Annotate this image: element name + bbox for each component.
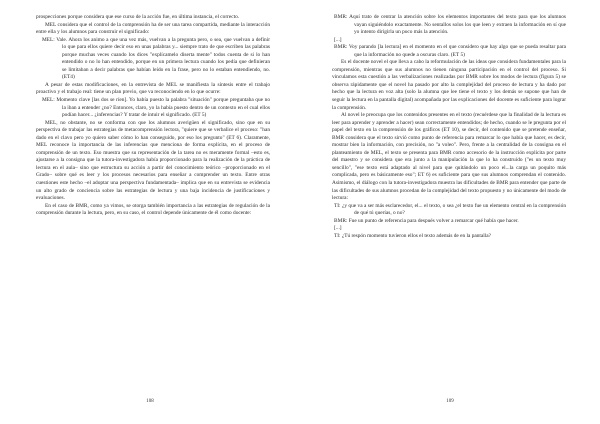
paragraph: MEL considera que el control de la comprensión ha de ser una tarea compartida, mediante la interacción entre ella y los alumnos para construir el significado: (36, 21, 270, 36)
paragraph: En el caso de BMR, como ya vimos, se otorga también importancia a las estrategias de regulación de la comprensión durante la lectura, pero, en su caso, el control depende únicamente de él como docente: (36, 202, 270, 217)
page-number: 108 (146, 399, 154, 404)
block-quote-ellipsis: [...] (334, 225, 342, 232)
block-quote: BMR: Voy parando [la lectura] en el momento en el que considero que hay algo que se pueda resaltar para que la información no quede a oscuras claro. (ET 5) (334, 44, 566, 58)
block-quote: MEL: Vale. Ahora los animo a que una vez más, vuelvan a la pregunta pero, o sea, que vuelvan a definir lo que para ellos quiere decir eso en unas palabras y... siempre trato de que escriben las palabras porque muchas veces cuando los dices "explícamelo diserta mente" todos cuenta de si lo han entendido o no lo han entendido, porque en un primera lectura cuando los pedía que definieran se limitaban a decir palabras que habían leído en la frase, pero no lo estaban entendiendo, no. (ET4) (42, 36, 270, 81)
right-page-text (332, 14, 566, 240)
paragraph: Es el docente novel el que lleva a cabo la reformulación de las ideas que considera fundamentales para la comprensión, mientras que sus alumnos no tienen ninguna participación en el control del proceso. Si vinculamos esta cuestión a las verbalizaciones realizadas por BMR sobre los modos de lectura (figura 5) se observa rápidamente que el novel ha pasado por alto la complejidad del proceso de lectura y ha dado por hecho que la lectura en voz alta (solo la alumna que lee tiene el texto y los demás se supone que han de seguir la lectura en la pantalla digital) acompañada por las explicaciones del docente es suficiente para lograr la comprensión. (332, 59, 566, 111)
block-quote: TI: ¿y que va a ser más esclarecedor, el... el texto, o sea ¿el texto fue un elemento central en la comprensión de qué tú querías, o no? (334, 202, 566, 217)
block-quote-ellipsis: [...] (334, 36, 342, 43)
paragraph: Al novel le preocupa que los contenidos presentes en el texto (recuérdese que la finalidad de la lectura es leer para aprender y aprender a hacer) sean correctamente entendidos; de hecho, cuando se le pregunta por el papel del texto en la comprensión de los gráficos (ET 10), se decir, del contenido que se pretende enseñar, BMR considera que el texto sirvió como punto de referencia para remarcar lo que había que hacer, es decir, mostrar bien la información, con precisión, no "a voleo". Pero, frente a la centralidad de la consigna en el planteamiento de MEL, el texto se presenta para BMR como accesorio de la instrucción explícita por parte del maestro y se considera que era junto a la manipulación la que lo ha construido ("es un texto muy sencillo", "ese texto está adaptado al nivel para que quitándolo un poco el...la carga un poquito más complicada, pero es básicamente eso"; ET 6) es suficiente para que sus alumnos comprendan el contenido. Asimismo, el diálogo con la tutora-investigadora muestra las dificultades de BMR para entender que parte de las dificultades de sus alumnos procedan de la complejidad del texto propuesto y no únicamente del modo de lectura: (332, 112, 566, 202)
paragraph: MEL, no obstante, no se conforma con que los alumnos averigüen el significado, sino que en su perspectiva de trabajar las estrategias de metacomprensión lectora, "quiere que se verbalice el proceso: "han dado en el clavo pero yo quiero saber cómo lo han conseguido, por eso los pregunto" (ET 6). Claramente, MEL reconoce la importancia de las inferencias que menciona de forma explícita, en el proceso de comprensión de un texto. Eso muestra que su representación de la tarea no es meramente formal –esto es, ajustarse a la consigna que la tutora-investigadora había proporcionado para la realización de la práctica de lectura en el aula– sino que estructura su acción a partir del conocimiento teórico –proporcionado en el Grado– sobre qué es leer y los procesos necesarios para enseñar a comprender un texto. Entre otras cuestiones este hecho –el adoptar una perspectiva fundamentada– implica que en su entrevista se evidencia un alto grado de conciencia sobre las estrategias de lectura y una baja incidencia de justificaciones y evaluaciones. (36, 119, 270, 202)
left-page-text (36, 14, 270, 218)
right-page (300, 0, 600, 424)
block-quote: BMR: Fue un punto de referencia para después volver a remarcar qué había que hacer. (334, 217, 519, 224)
block-quote: BMR: Aquí trato de centrar la atención sobre los elementos importantes del texto para que los alumnos vayan siguiéndolo exactamente. No sentallos solos los que leen y extraen la información en sí que yo intento dirigirla un poco más la atención. (334, 14, 566, 36)
paragraph: A pesar de estas modificaciones, en la entrevista de MEL se manifiesta la síntesis entre el trabajo proactivo y el trabajo real: tiene un plan previo, que va reconociendo en lo que ocurre: (36, 81, 270, 96)
page-number: 109 (446, 399, 454, 404)
paragraph: prospecciones porque considera que ese curso de la acción fue, en última instancia, el correcto. (36, 14, 240, 20)
block-quote: TI: ¿Tú respón momento tuvieron ellos el texto además de en la pantalla? (334, 232, 491, 239)
block-quote: MEL: Momento clave [las dos se ríen]. Yo había puesto la palabra "situación" porque preguntaba que no la iban a entender ¿no? Entonces, claro, yo la había puesto dentro de un contexto en el cual ellos podían hacer... ¿inferencias? Y tratar de intuir el significado. (ET 5) (42, 97, 270, 119)
